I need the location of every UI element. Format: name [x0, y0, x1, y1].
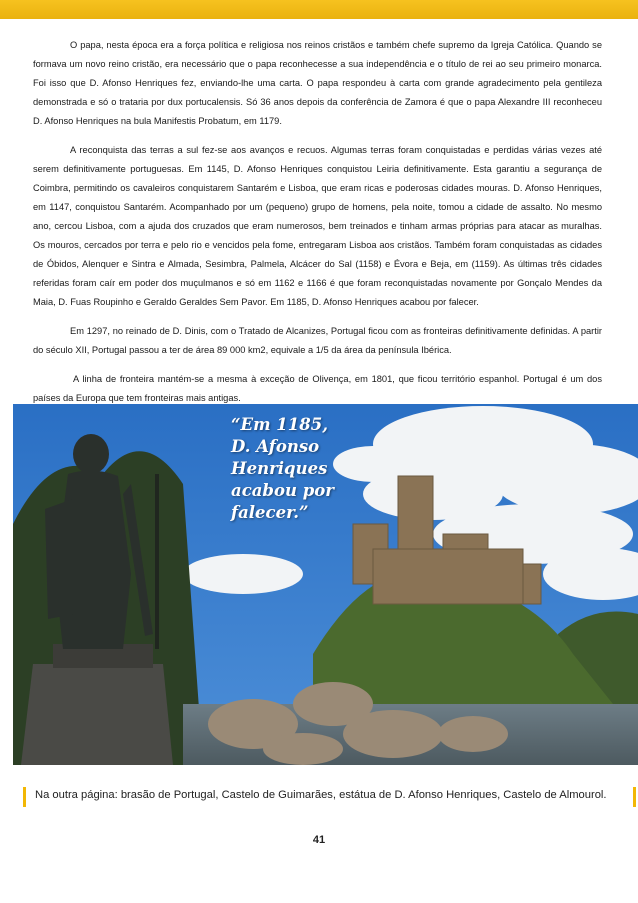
pull-quote: “Em 1185, D. Afonso Henriques acabou por falecer.”	[231, 415, 334, 522]
caption-box	[23, 787, 636, 807]
page-number: 41	[312, 834, 326, 846]
top-accent-bar	[0, 0, 638, 19]
paragraph-borders-treaty: Em 1297, no reinado de D. Dinis, com o Tratado de Alcanizes, Portugal ficou com as fronteiras definitivamente definidas. A partir do século XII, Portugal passou a ter de área 89 000 km2, equivale a 1/5 da área da península Ibérica.	[33, 326, 602, 355]
statue-pedestal	[21, 664, 173, 765]
statue-castle-photo	[13, 404, 638, 765]
statue-sword	[155, 474, 159, 649]
article-body	[33, 36, 602, 418]
photo-caption: Na outra página: brasão de Portugal, Castelo de Guimarães, estátua de D. Afonso Henriques, Castelo de Almourol.	[35, 789, 607, 801]
paragraph-reconquest: A reconquista das terras a sul fez-se aos avanços e recuos. Algumas terras foram conquistadas e perdidas várias vezes até serem definitivamente portuguesas. Em 1145, D. Afonso Henriques conquistou Leiria definitivamente. Esta garantiu a segurança de Coimbra, permitindo os cavaleiros conquistarem Santarém e Lisboa, que eram ricas e poderosas cidades mouras. D. Afonso Henriques, em 1147, conquistou Santarém. Acompanhado por um (pequeno) grupo de homens, pela noite, tomou a cidade de assalto. No mesmo ano, cercou Lisboa, com a ajuda dos cruzados que eram numerosos, bem treinados e tinham armas próprias para atacar as muralhas. Os mouros, cercados por terra e pelo rio e vencidos pela fome, entregaram Lisboa aos cristãos. Também foram conquistadas as cidades de Óbidos, Alenquer e Sintra e Almada, Sesimbra, Palmela, Alcácer do Sal (1158) e Évora e Beja, em (1159). As últimas três cidades referidas foram caír em poder dos muçulmanos e só em 1162 e 1166 é que foram reconquistadas novamente por Gonçalo Mendes da Maia, D. Fuas Roupinho e Geraldo Geraldes Sem Pavor. Em 1185, D. Afonso Henriques acabou por falecer.	[33, 145, 602, 307]
paragraph-border-line: A linha de fronteira mantém-se a mesma à exceção de Olivença, em 1801, que ficou território espanhol. Portugal é um dos países da Europa que tem fronteiras mais antigas.	[33, 374, 602, 403]
paragraph-papal-recognition: O papa, nesta época era a força política e religiosa nos reinos cristãos e também chefe supremo da Igreja Católica. Quando se formava um novo reino cristão, era necessário que o papa reconhecesse a sua independência e o título de rei ao seu primeiro monarca. Foi isso que D. Afonso Henriques fez, enviando-lhe uma carta. O papa respondeu à carta com grande agradecimento pela gentileza demonstrada e só o trataria por dux portucalensis. Só 36 anos depois da conferência de Zamora é que o papa Alexandre III reconheceu D. Afonso Henriques na bula Manifestis Probatum, em 1179.	[33, 40, 602, 126]
